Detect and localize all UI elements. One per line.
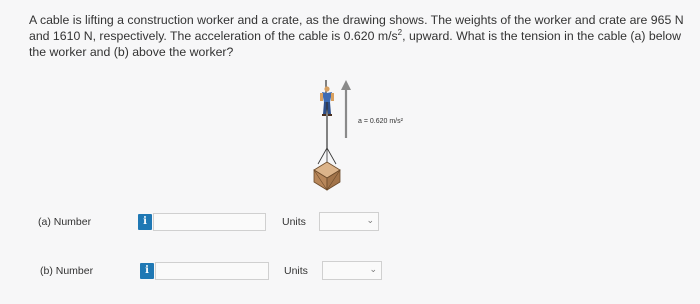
- acceleration-arrow: [341, 80, 351, 138]
- info-icon[interactable]: i: [140, 263, 154, 279]
- question-text: [29, 12, 689, 60]
- answer-b-label: (b) Number: [40, 265, 94, 277]
- answer-b-number-input[interactable]: [155, 262, 269, 280]
- answer-a-number-input[interactable]: [153, 213, 266, 231]
- answer-a-label: (a) Number: [38, 216, 92, 228]
- acceleration-label: a = 0.620 m/s²: [358, 118, 403, 125]
- answer-b-units-label: Units: [284, 265, 308, 277]
- info-icon[interactable]: i: [138, 214, 152, 230]
- chevron-down-icon: ⌄: [369, 264, 377, 274]
- answer-a-units-label: Units: [282, 216, 306, 228]
- question-text-main: A cable is lifting a construction worker and a crate, as the drawing shows. The weights of the worker and crate are 965 N and 1610 N, respectively. The acceleration of the cable is 0.620 m/s: [29, 13, 684, 43]
- question-text-end: , upward. What is the tension in the cable (a) below the worker and (b) above the worker?: [29, 29, 682, 59]
- chevron-down-icon: ⌄: [366, 215, 374, 225]
- problem-figure: [300, 80, 440, 195]
- answer-a-units-select[interactable]: [319, 212, 379, 231]
- answer-b-units-select[interactable]: [322, 261, 382, 280]
- question-superscript: 2: [397, 27, 403, 37]
- crate-figure: [314, 162, 340, 190]
